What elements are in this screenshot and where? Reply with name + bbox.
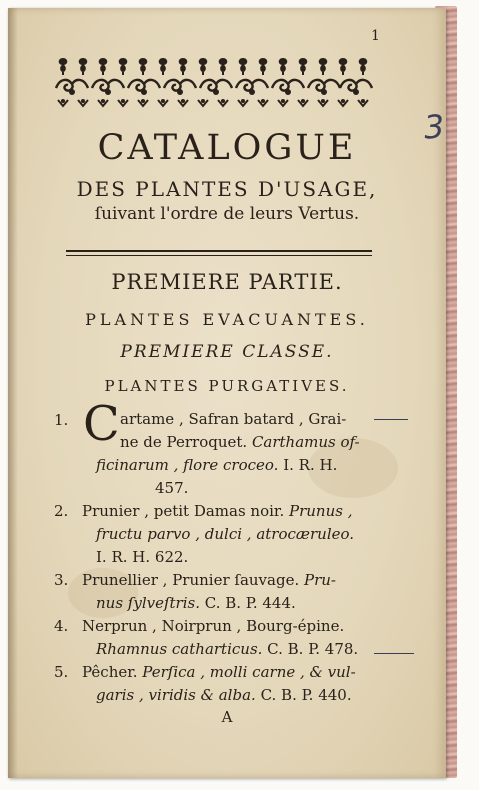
- pencil-margin-mark: [374, 419, 408, 420]
- double-rule: [66, 250, 372, 256]
- gutter-shadow: [8, 8, 18, 778]
- class-heading: PREMIERE CLASSE.: [120, 342, 334, 362]
- entry-line: ne de Perroquet. Carthamus of-: [120, 433, 360, 451]
- title-line-3: ſuivant l'ordre de leurs Vertus.: [94, 204, 360, 224]
- title-line-2: DES PLANTES D'USAGE,: [76, 177, 378, 201]
- entry-number: 3.: [54, 571, 69, 589]
- section-heading: PLANTES EVACUANTES.: [85, 310, 369, 329]
- part-heading: PREMIERE PARTIE.: [111, 270, 343, 294]
- entry-line: 457.: [155, 479, 189, 497]
- ornament-row-middle: [56, 80, 372, 95]
- drop-capital: C: [83, 396, 120, 452]
- subsection-heading: PLANTES PURGATIVES.: [104, 377, 350, 395]
- entry-line: garis , viridis & alba. C. B. P. 440.: [96, 686, 352, 704]
- ornament-row-bottom: [58, 99, 368, 106]
- ornament-row-top: [59, 58, 368, 75]
- entry-line: nus ſylveſtris. C. B. P. 444.: [96, 594, 296, 612]
- page-number: 1: [371, 28, 380, 44]
- entry-number: 1.: [54, 411, 69, 429]
- printers-ornament-band: [54, 54, 374, 110]
- entry-line: Rhamnus catharticus. C. B. P. 478.: [96, 640, 359, 658]
- entry-line: ficinarum , flore croceo. I. R. H.: [96, 456, 338, 474]
- entry-line: Prunier , petit Damas noir. Prunus ,: [82, 502, 353, 520]
- entry-line: artame , Safran batard , Grai-: [120, 410, 347, 428]
- pencil-margin-mark: [374, 653, 414, 654]
- entry-number: 5.: [54, 663, 69, 681]
- signature-mark: A: [221, 708, 233, 726]
- handwritten-number: 3: [422, 107, 446, 147]
- entry-line: Nerprun , Noirprun , Bourg-épine.: [82, 617, 345, 635]
- title-line-1: CATALOGUE: [97, 128, 357, 168]
- entry-number: 4.: [54, 617, 69, 635]
- entry-line: I. R. H. 622.: [96, 548, 189, 566]
- entry-line: Pêcher. Perſica , molli carne , & vul-: [82, 663, 356, 681]
- entry-number: 2.: [54, 502, 69, 520]
- page: [8, 8, 446, 778]
- entry-line: Prunellier , Prunier ſauvage. Pru-: [82, 571, 336, 589]
- entry-line: fructu parvo , dulci , atrocæruleo.: [96, 525, 355, 543]
